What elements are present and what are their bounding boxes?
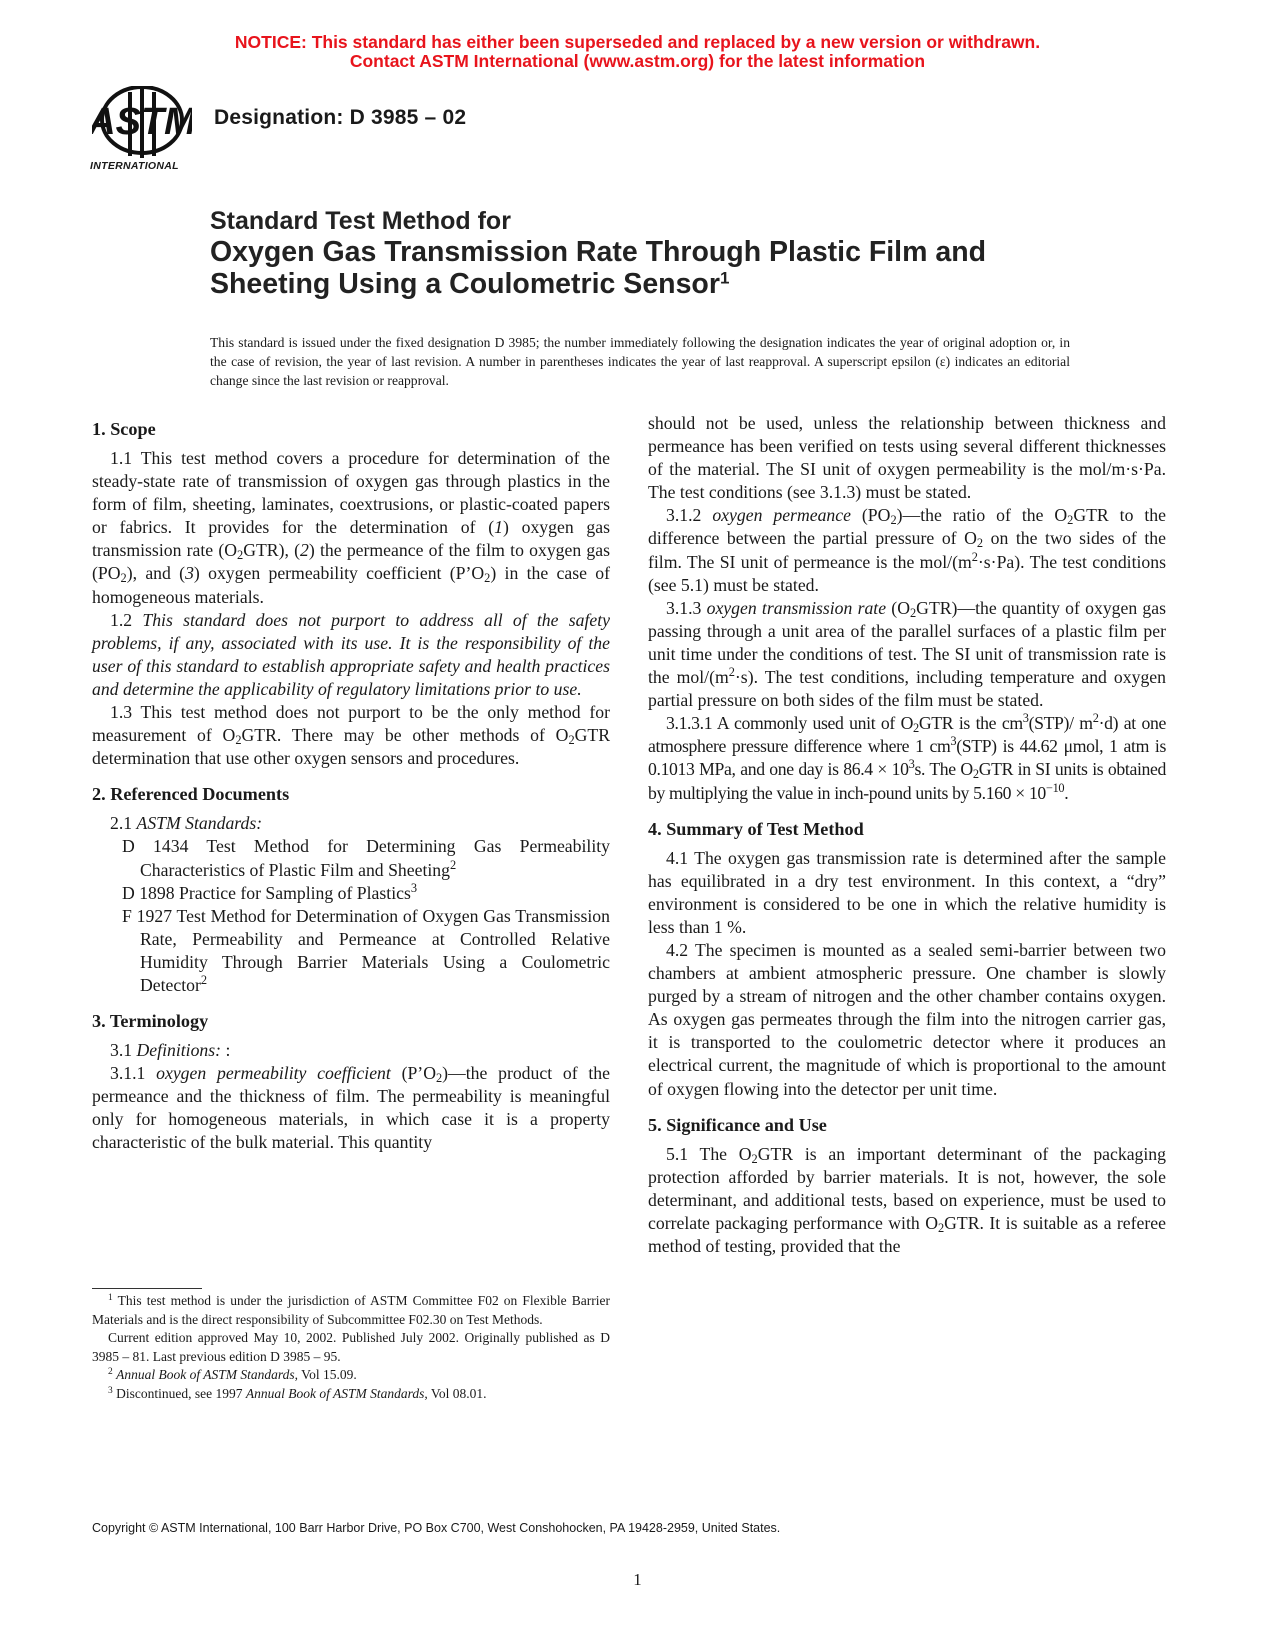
superseded-notice [0,33,1275,71]
paragraph-3-1-3: 3.1.3 oxygen transmission rate $(O_2GTR)—the$ quantity of oxygen gas passing through a unit area of the parallel surfaces of a plastic film per unit time under the conditions of test. The SI unit of transmission rate is the mol/$(m^2\cdot s)$. The test conditions, including temperature and oxygen partial pressure on both sides of the film must be stated. [648,597,1167,711]
astm-logo-wordmark: INTERNATIONAL [90,160,179,172]
footnote-2: $^2$ Annual Book of ASTM Standards, Vol 15.09. [108,1366,357,1382]
paragraph-3-1-3-1: 3.1.3.1 A commonly used unit of $O_2GTR$ is the $cm^3(STP)/$ $m^2\cdot d$) at one atmosphere pressure difference where 1 $cm^3(STP)$ is 44.62 μmol, 1 atm is 0.1013 MPa, and one day is $86.4 \times 10^3s$. The $O_2GTR$ in SI units is obtained by multiplying the value in inch-pound units by $5.160 \times 10^{-10}$. [648,711,1167,803]
paragraph-3-1-2: 3.1.2 oxygen permeance $(PO_2)—the$ ratio of the $O_2GTR$ to the difference between the partial pressure of $O_2$ on the two sides of the film. The SI unit of permeance is the mol/$(m^2\cdot s\cdot Pa)$. The test conditions (see 5.1) must be stated. [648,505,1166,595]
page-number: 1 [633,1570,642,1589]
paragraph-4-1: 4.1 The oxygen gas transmission rate is determined after the sample has equilibrated in a dry test environment. In this context, a “dry” environment is considered to be one in which the relative humidity is less than 1 %. [648,847,1166,937]
title-line-3: Sheeting Using a Coulometric Sensor [210,268,720,300]
section-heading-terminology: 3. Terminology [92,1011,209,1032]
copyright-line: Copyright © ASTM International, 100 Barr Harbor Drive, PO Box C700, West Conshohocken, PA 19428-2959, United States. [92,1521,781,1535]
title-line-1: Standard Test Method for [210,207,511,235]
paragraph-2-1: 2.1 ASTM Standards: [110,813,263,834]
title-footnote-mark: 1 [719,268,730,288]
section-heading-significance: 5. Significance and Use [648,1114,827,1135]
paragraph-3-1-1: 3.1.1 oxygen permeability coefficient $(P’O_2)—the$ product of the permeance and the thickness of film. The permeability is meaningful only for homogeneous materials, in which case it is a property characteristic of the bulk material. This quantity [92,1063,611,1153]
designation: Designation: D 3985 – 02 [214,106,467,129]
reference-d1434: D 1434 Test Method for Determining Gas Permeability Characteristics of Plastic Film and Sheeting$^2$ [122,836,610,880]
reference-f1927: F 1927 Test Method for Determination of Oxygen Gas Transmission Rate, Permeability and Permeance at Controlled Relative Humidity Through Barrier Materials Using a Coulometric Detector$^2$ [122,905,610,995]
astm-logo [92,86,192,178]
notice-line-1: NOTICE: This standard has either been superseded and replaced by a new version or withdrawn. [234,32,1041,52]
paragraph-3-1-1-continued: should not be used, unless the relationship between thickness and permeance has been verified on tests using several different thicknesses of the material. The SI unit of oxygen permeability is the mol/m·s·Pa. The test conditions (see 3.1.3) must be stated. [648,413,1166,503]
paragraph-1-2: 1.2 This standard does not purport to address all of the safety problems, if any, associated with its use. It is the responsibility of the user of this standard to establish appropriate safety and health practices and determine the applicability of regulatory limitations prior to use. [92,609,611,699]
svg-text:ASTM: ASTM [92,101,192,143]
section-heading-scope: 1. Scope [92,419,156,439]
reference-d1898: D 1898 Practice for Sampling of Plastics$^3$ [122,880,418,903]
paragraph-1-3: 1.3 This test method does not purport to be the only method for measurement of $O_2GTR$. There may be other methods of $O_2GTR$ determination that use other oxygen sensors and procedures. [92,702,610,769]
left-column [92,412,610,1155]
paragraph-3-1: 3.1 Definitions: : [110,1040,231,1061]
title-line-2: Oxygen Gas Transmission Rate Through Plastic Film and [210,236,987,268]
section-heading-summary: 4. Summary of Test Method [648,818,864,839]
right-column [648,412,1166,1258]
footnote-3: $^3$ Discontinued, see 1997 Annual Book of ASTM Standards, Vol 08.01. [108,1385,487,1401]
paragraph-1-1: 1.1 This test method covers a procedure for determination of the steady-state rate of transmission of oxygen gas through plastics in the form of film, sheeting, laminates, coextrusions, or plastic-coated papers or fabrics. It provides for the determination of (1) oxygen gas transmission rate $(O_2GTR)$, (2) the permeance of the film to oxygen gas $(PO_2)$, and (3) oxygen permeability coefficient $(P’O_2)$ in the case of homogeneous materials. [92,448,611,607]
notice-line-2: Contact ASTM International (www.astm.org) for the latest information [349,51,926,71]
paragraph-4-2: 4.2 The specimen is mounted as a sealed semi-barrier between two chambers at ambient atmospheric pressure. One chamber is slowly purged by a stream of nitrogen and the other chamber contains oxygen. As oxygen gas permeates through the film into the nitrogen carrier gas, it is transported to the coulometric detector where it produces an electrical current, the magnitude of which is proportional to the amount of oxygen flowing into the detector per unit time. [648,939,1166,1099]
document-title [210,206,1110,300]
footnote-divider [92,1288,202,1289]
footnote-1: $^1$ This test method is under the jurisdiction of ASTM Committee F02 on Flexible Barrier Materials and is the direct responsibility of Subcommittee F02.30 on Test Methods. [92,1292,610,1327]
footnote-1-edition: Current edition approved May 10, 2002. Published July 2002. Originally published as D 3985 – 81. Last previous edition D 3985 – 95. [92,1330,610,1364]
footnotes [92,1292,610,1403]
issuance-note: This standard is issued under the fixed designation D 3985; the number immediately following the designation indicates the year of original adoption or, in the case of revision, the year of last revision. A number in parentheses indicates the year of last reapproval. A superscript epsilon (ε) indicates an editorial change since the last revision or reapproval. [210,335,1070,388]
paragraph-5-1: 5.1 The $O_2GTR$ is an important determinant of the packaging protection afforded by barrier materials. It is not, however, the sole determinant, and additional tests, based on experience, must be used to correlate packaging performance with $O_2GTR$. It is suitable as a referee method of testing, provided that the [648,1143,1166,1256]
section-heading-referenced-documents: 2. Referenced Documents [92,784,290,805]
